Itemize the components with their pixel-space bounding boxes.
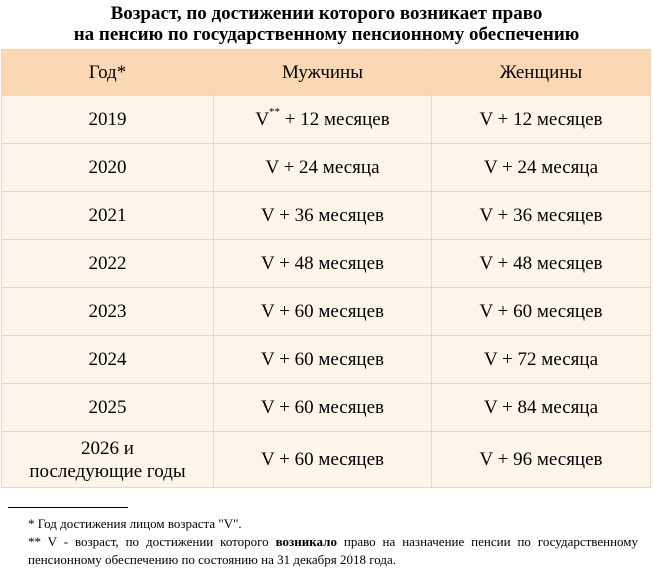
table-row <box>2 336 651 384</box>
pension-age-table <box>1 49 651 488</box>
cell-women: V + 96 месяцев <box>432 432 651 488</box>
table-row <box>2 384 651 432</box>
table-row <box>2 432 651 488</box>
cell-men-prefix: V <box>255 108 270 130</box>
title-line-2: на пенсию по государственному пенсионному обеспечению <box>73 24 580 45</box>
cell-year: 2023 <box>2 288 214 336</box>
table-row <box>2 288 651 336</box>
cell-men: V + 60 месяцев <box>214 384 432 432</box>
cell-men: V + 36 месяцев <box>214 192 432 240</box>
cell-women: V + 36 месяцев <box>432 192 651 240</box>
cell-women: V + 60 месяцев <box>432 288 651 336</box>
cell-men: V + 60 месяцев <box>214 432 432 488</box>
footnote-1: * Год достижения лицом возраста "V". <box>28 516 242 531</box>
title-line-1: Возраст, по достижении которого возникает право <box>110 3 543 24</box>
cell-women: V + 12 месяцев <box>432 96 651 144</box>
cell-year-line-2: последующие годы <box>29 460 186 482</box>
cell-women: V + 24 месяца <box>432 144 651 192</box>
cell-year: 2024 <box>2 336 214 384</box>
table-row <box>2 144 651 192</box>
cell-year: 2020 <box>2 144 214 192</box>
cell-women: V + 72 месяца <box>432 336 651 384</box>
cell-men-suffix: + 12 месяцев <box>280 108 390 130</box>
cell-men: V + 48 месяцев <box>214 240 432 288</box>
header-men: Мужчины <box>214 50 432 96</box>
footnote-2 <box>28 533 638 569</box>
table-row <box>2 192 651 240</box>
cell-women: V + 84 месяца <box>432 384 651 432</box>
table-row <box>2 240 651 288</box>
footnote-2-bold: возникало <box>275 534 337 549</box>
footnote-2-after: право на назначение пенсии по государственному пенсионному обеспечению по состоянию на 31 декабря 2018 года. <box>28 534 639 567</box>
cell-year <box>2 432 214 488</box>
cell-year: 2022 <box>2 240 214 288</box>
footnote-marker: ** <box>269 106 281 119</box>
footnote-divider <box>8 507 128 508</box>
table-header-row <box>2 50 651 96</box>
page-title <box>0 3 653 45</box>
header-year: Год* <box>2 50 214 96</box>
cell-women: V + 48 месяцев <box>432 240 651 288</box>
cell-year: 2021 <box>2 192 214 240</box>
cell-men <box>214 96 432 144</box>
header-women: Женщины <box>432 50 651 96</box>
cell-year-line-1: 2026 и <box>81 437 134 459</box>
cell-men: V + 24 месяца <box>214 144 432 192</box>
cell-year: 2019 <box>2 96 214 144</box>
table-row <box>2 96 651 144</box>
cell-year: 2025 <box>2 384 214 432</box>
footnotes <box>28 515 638 569</box>
cell-men: V + 60 месяцев <box>214 336 432 384</box>
cell-men: V + 60 месяцев <box>214 288 432 336</box>
footnote-2-before: ** V - возраст, по достижении которого <box>28 534 276 549</box>
